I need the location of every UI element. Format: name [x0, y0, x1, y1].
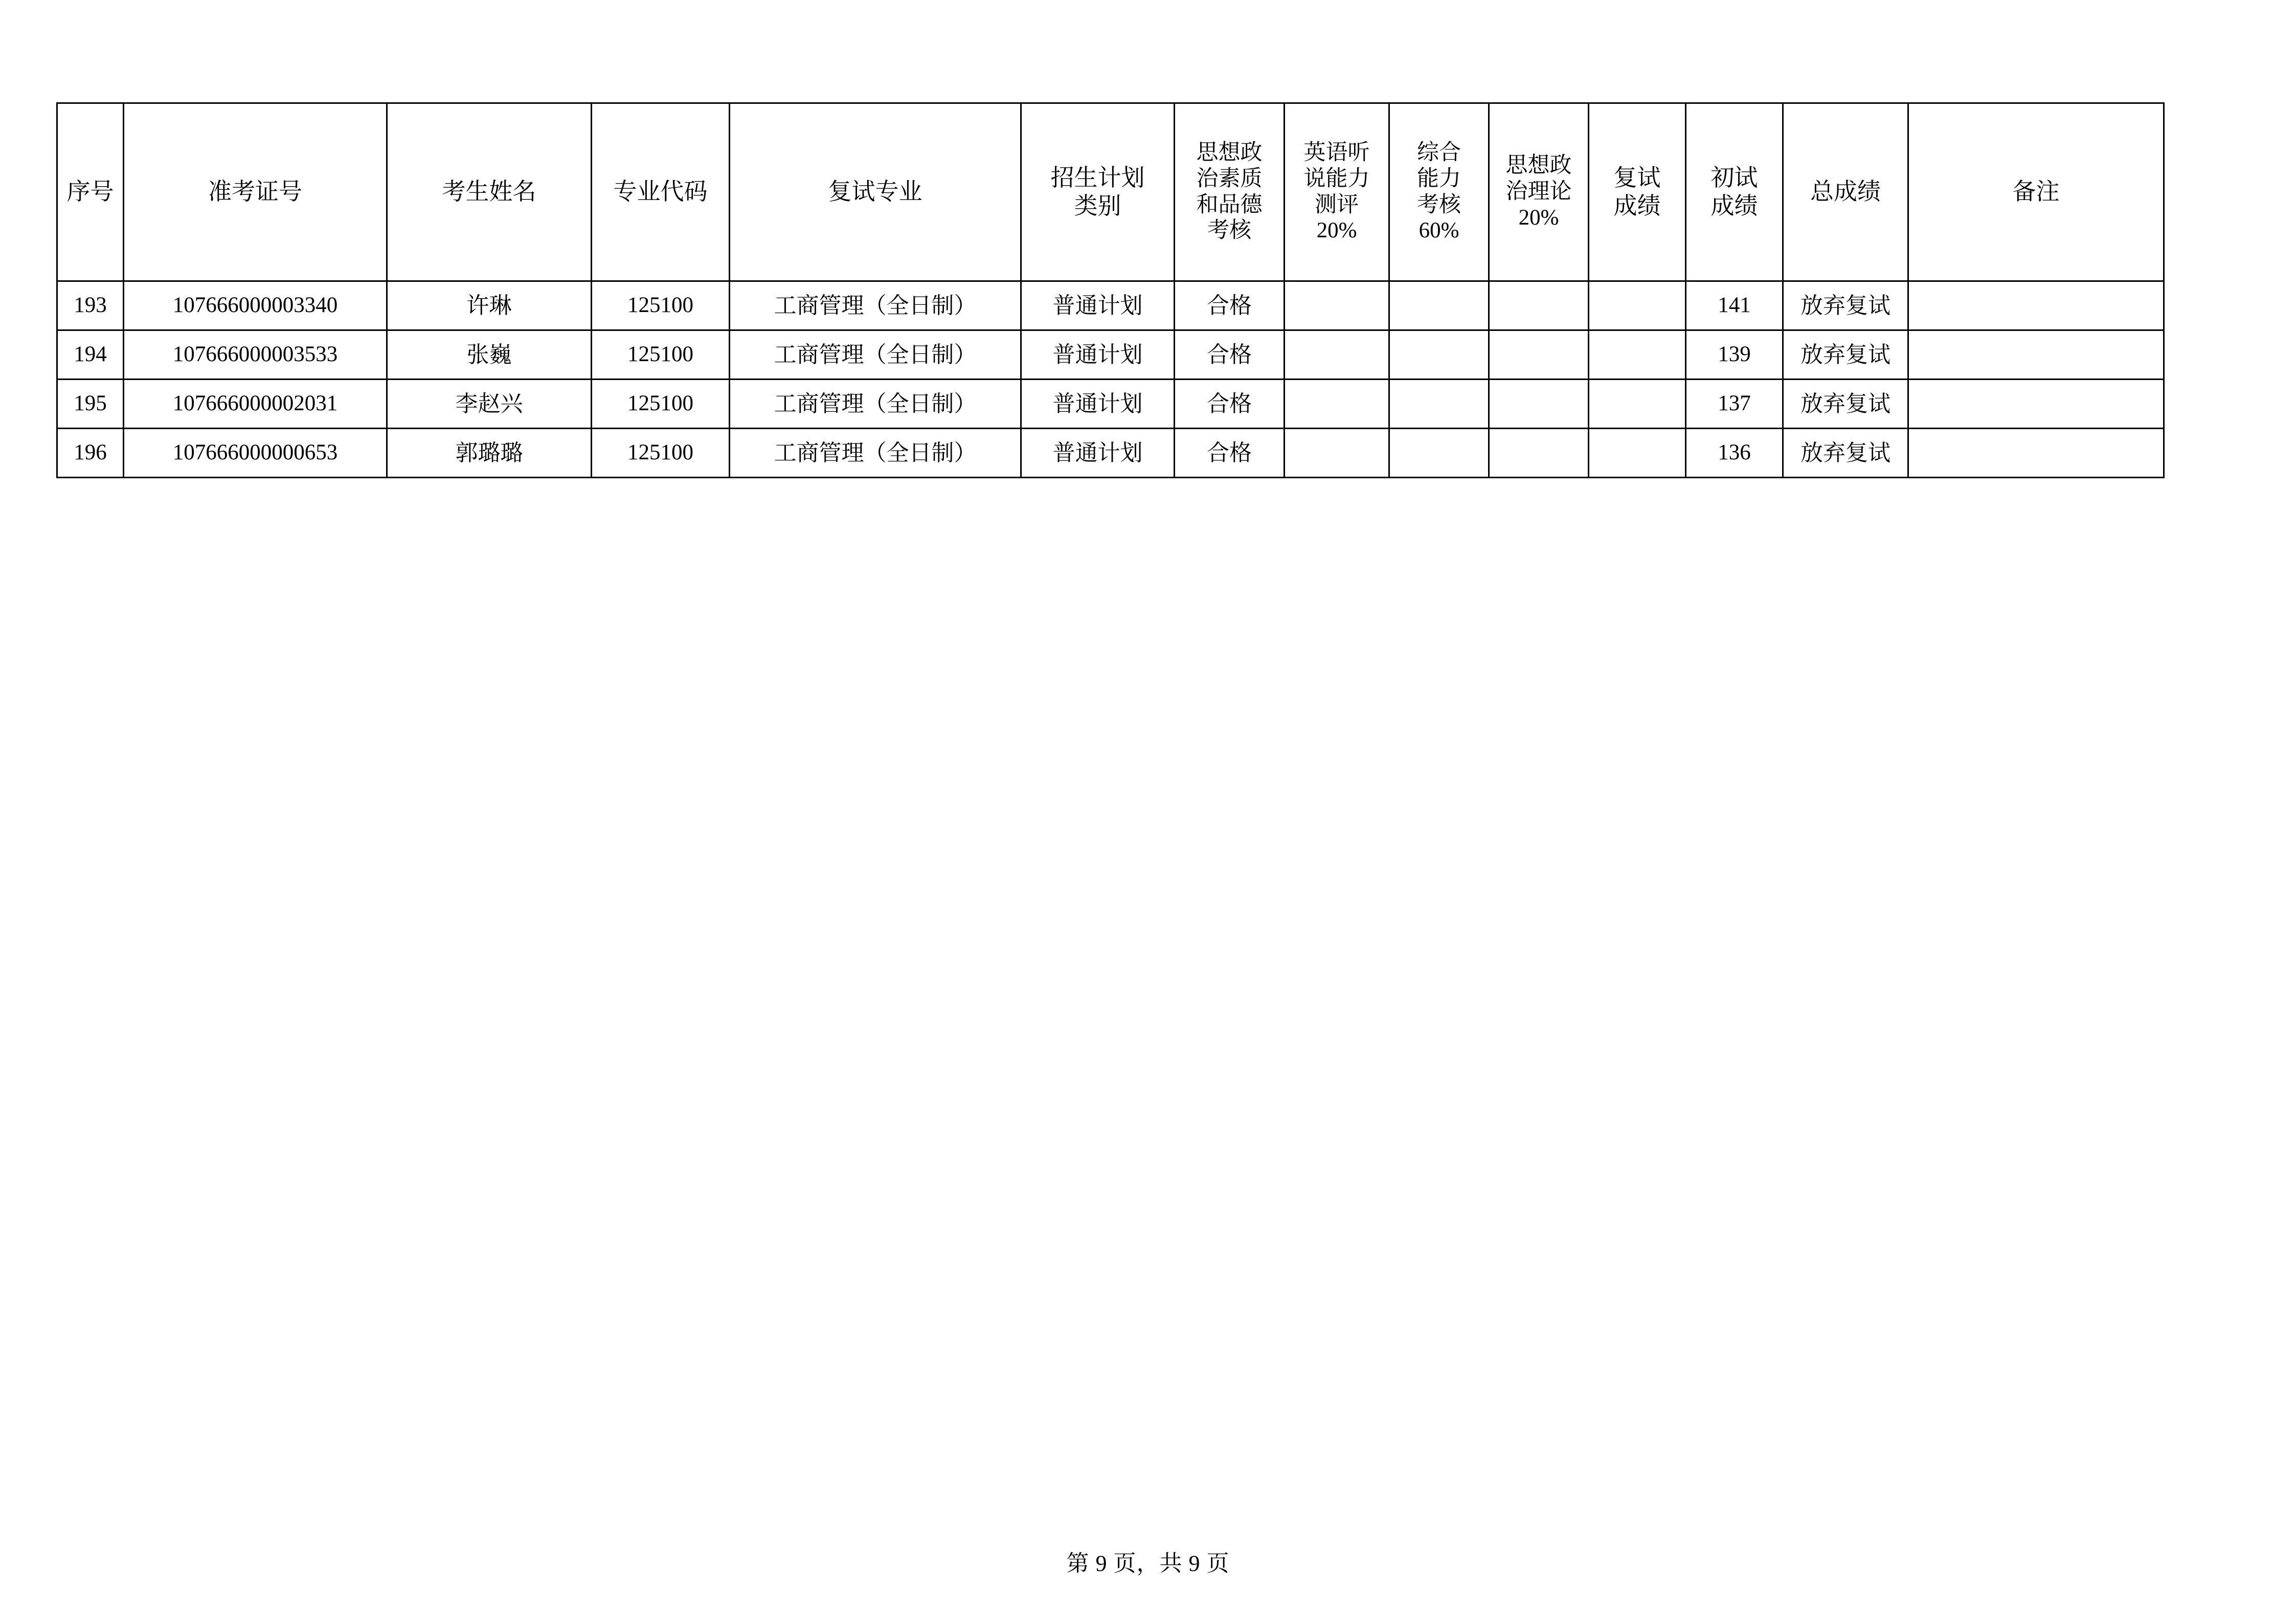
cell-remark	[1908, 281, 2164, 330]
column-header-politics-line2: 治理论	[1505, 180, 1572, 204]
column-header-politics-line3: 20%	[1518, 205, 1559, 230]
cell-moral: 合格	[1175, 281, 1285, 330]
table-header	[57, 103, 2164, 281]
cell-comprehensive	[1389, 281, 1489, 330]
column-header-seq-label: 序号	[66, 179, 114, 205]
column-header-comprehensive-line4: 60%	[1419, 218, 1459, 243]
cell-seq: 193	[57, 281, 124, 330]
cell-remark	[1908, 380, 2164, 429]
cell-moral: 合格	[1175, 429, 1285, 478]
column-header-english-line4: 20%	[1316, 218, 1357, 243]
column-header-major-code	[592, 103, 730, 281]
column-header-moral-line1: 思想政	[1196, 141, 1263, 165]
column-header-comprehensive-line3: 考核	[1417, 192, 1461, 217]
column-header-name	[387, 103, 592, 281]
column-header-remark-label: 备注	[2012, 179, 2060, 205]
cell-politics	[1489, 380, 1589, 429]
cell-initial-score: 136	[1686, 429, 1783, 478]
column-header-moral-line3: 和品德	[1196, 192, 1263, 217]
cell-english	[1285, 330, 1389, 380]
cell-retest-score	[1589, 429, 1686, 478]
cell-seq: 196	[57, 429, 124, 478]
cell-major: 工商管理（全日制）	[730, 281, 1021, 330]
column-header-english-line3: 测评	[1315, 192, 1359, 217]
column-header-initial-score	[1686, 103, 1783, 281]
table-header-row	[57, 103, 2164, 281]
cell-retest-score	[1589, 281, 1686, 330]
cell-major: 工商管理（全日制）	[730, 380, 1021, 429]
column-header-plan-type-line2: 类别	[1074, 192, 1121, 219]
cell-ticket: 107666000000653	[124, 429, 387, 478]
column-header-retest-score	[1589, 103, 1686, 281]
cell-total-score: 放弃复试	[1783, 281, 1908, 330]
column-header-moral-line2: 治素质	[1196, 166, 1263, 191]
cell-ticket: 107666000002031	[124, 380, 387, 429]
cell-plan-type: 普通计划	[1021, 380, 1175, 429]
cell-total-score: 放弃复试	[1783, 380, 1908, 429]
column-header-initial-score-line1: 初试	[1710, 165, 1758, 191]
cell-name: 郭璐璐	[387, 429, 592, 478]
cell-major-code: 125100	[592, 380, 730, 429]
column-header-comprehensive-line2: 能力	[1417, 166, 1461, 191]
cell-plan-type: 普通计划	[1021, 330, 1175, 380]
cell-comprehensive	[1389, 330, 1489, 380]
column-header-retest-score-line1: 复试	[1613, 165, 1661, 191]
column-header-english	[1285, 103, 1389, 281]
column-header-ticket	[124, 103, 387, 281]
cell-major-code: 125100	[592, 281, 730, 330]
cell-moral: 合格	[1175, 330, 1285, 380]
cell-major-code: 125100	[592, 429, 730, 478]
column-header-plan-type	[1021, 103, 1175, 281]
cell-name: 张巍	[387, 330, 592, 380]
cell-total-score: 放弃复试	[1783, 429, 1908, 478]
cell-initial-score: 137	[1686, 380, 1783, 429]
column-header-name-label: 考生姓名	[442, 179, 536, 205]
cell-politics	[1489, 330, 1589, 380]
cell-remark	[1908, 429, 2164, 478]
column-header-retest-score-line2: 成绩	[1613, 192, 1661, 219]
column-header-politics-line1: 思想政	[1505, 153, 1572, 178]
column-header-politics	[1489, 103, 1589, 281]
column-header-total-score	[1783, 103, 1908, 281]
column-header-ticket-label: 准考证号	[208, 179, 302, 205]
column-header-major-label: 复试专业	[828, 179, 922, 205]
table-row	[57, 281, 2164, 330]
cell-moral: 合格	[1175, 380, 1285, 429]
cell-english	[1285, 380, 1389, 429]
cell-seq: 195	[57, 380, 124, 429]
cell-major-code: 125100	[592, 330, 730, 380]
cell-politics	[1489, 281, 1589, 330]
cell-name: 许琳	[387, 281, 592, 330]
cell-initial-score: 139	[1686, 330, 1783, 380]
table-body	[57, 281, 2164, 478]
table-row	[57, 380, 2164, 429]
column-header-initial-score-line2: 成绩	[1710, 192, 1758, 219]
column-header-major-code-label: 专业代码	[613, 179, 708, 205]
cell-english	[1285, 429, 1389, 478]
column-header-remark	[1908, 103, 2164, 281]
column-header-seq	[57, 103, 124, 281]
cell-remark	[1908, 330, 2164, 380]
cell-english	[1285, 281, 1389, 330]
table-row	[57, 429, 2164, 478]
cell-major: 工商管理（全日制）	[730, 330, 1021, 380]
column-header-english-line2: 说能力	[1303, 166, 1370, 191]
cell-initial-score: 141	[1686, 281, 1783, 330]
column-header-moral-line4: 考核	[1207, 218, 1251, 243]
table-row	[57, 330, 2164, 380]
cell-comprehensive	[1389, 429, 1489, 478]
cell-major: 工商管理（全日制）	[730, 429, 1021, 478]
cell-politics	[1489, 429, 1589, 478]
cell-seq: 194	[57, 330, 124, 380]
column-header-english-line1: 英语听	[1303, 141, 1370, 165]
cell-total-score: 放弃复试	[1783, 330, 1908, 380]
column-header-comprehensive-line1: 综合	[1417, 141, 1461, 165]
column-header-plan-type-line1: 招生计划	[1050, 165, 1145, 191]
column-header-major	[730, 103, 1021, 281]
cell-retest-score	[1589, 330, 1686, 380]
retest-score-table	[56, 102, 2165, 478]
cell-retest-score	[1589, 380, 1686, 429]
column-header-moral	[1175, 103, 1285, 281]
cell-name: 李赵兴	[387, 380, 592, 429]
cell-ticket: 107666000003533	[124, 330, 387, 380]
cell-comprehensive	[1389, 380, 1489, 429]
cell-ticket: 107666000003340	[124, 281, 387, 330]
page-footer: 第 9 页，共 9 页	[1066, 1551, 1230, 1576]
column-header-total-score-label: 总成绩	[1810, 179, 1881, 205]
cell-plan-type: 普通计划	[1021, 281, 1175, 330]
column-header-comprehensive	[1389, 103, 1489, 281]
cell-plan-type: 普通计划	[1021, 429, 1175, 478]
